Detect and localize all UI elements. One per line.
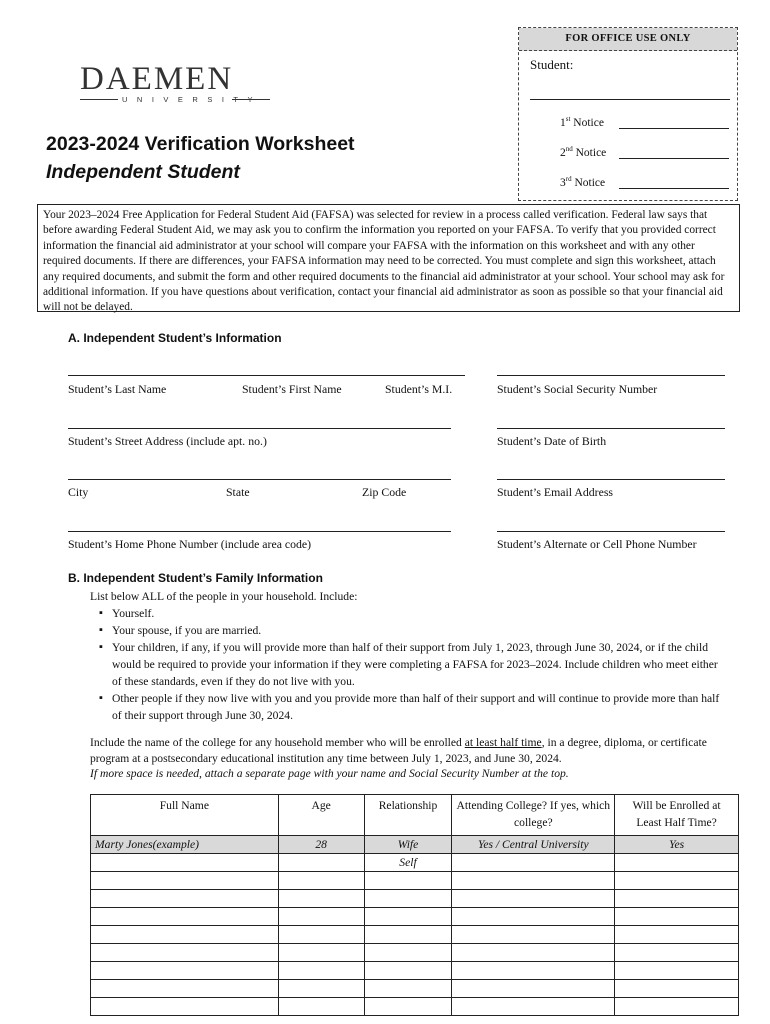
table-row	[91, 998, 739, 1016]
blank-college-cell[interactable]	[452, 962, 615, 980]
blank-name-cell[interactable]	[91, 926, 279, 944]
col-attending-college: Attending College? If yes, which college?	[452, 795, 615, 836]
home-phone-field[interactable]	[68, 531, 451, 532]
blank-relationship-cell[interactable]	[364, 926, 452, 944]
more-space-note: If more space is needed, attach a separate page with your name and Social Security Number at the top.	[90, 767, 569, 780]
example-age: 28	[278, 836, 364, 854]
blank-college-cell[interactable]	[452, 890, 615, 908]
street-address-field[interactable]	[68, 428, 451, 429]
daemen-logo: DAEMEN	[80, 61, 234, 97]
city-label: City	[68, 485, 89, 499]
blank-relationship-cell[interactable]	[364, 872, 452, 890]
section-b-heading: B. Independent Student’s Family Information	[68, 571, 323, 585]
bullet-item: ▪ Your spouse, if you are married.	[112, 622, 730, 639]
logo-rule-right	[232, 99, 270, 100]
table-row	[91, 872, 739, 890]
third-notice-field[interactable]	[619, 188, 729, 189]
household-table	[90, 794, 739, 1016]
page-subtitle: Independent Student	[46, 161, 240, 183]
office-use-header: FOR OFFICE USE ONLY	[519, 28, 737, 51]
col-half-time: Will be Enrolled at Least Half Time?	[615, 795, 739, 836]
email-label: Student’s Email Address	[497, 485, 613, 499]
blank-relationship-cell[interactable]	[364, 908, 452, 926]
table-row	[91, 980, 739, 998]
mi-label: Student’s M.I.	[385, 382, 453, 396]
state-label: State	[226, 485, 250, 499]
logo-rule-left	[80, 99, 118, 100]
office-use-box	[518, 27, 738, 201]
self-college-cell[interactable]	[452, 854, 615, 872]
blank-age-cell[interactable]	[278, 926, 364, 944]
bullet-item: ▪ Yourself.	[112, 605, 730, 622]
intro-paragraph: Your 2023–2024 Free Application for Federal Student Aid (FAFSA) was selected for review in a process called verification. Federal law says that before awarding Federal Student Aid, we may ask you to confirm the information you reported on your FAFSA. To verify that you provided correct information the financial aid administrator at your school will compare your FAFSA with the information on this worksheet and with any other required documents. If there are differences, your FAFSA information may need to be corrected. You must complete and sign this worksheet, attach any required documents, and submit the form and other required documents to the financial aid administrator at your school. Your school may ask for additional information. If you have questions about verification, contact your financial aid administrator as soon as possible so that your financial aid will not be delayed.	[37, 204, 740, 312]
blank-college-cell[interactable]	[452, 908, 615, 926]
third-notice: 3rd Notice	[560, 175, 606, 189]
dob-label: Student’s Date of Birth	[497, 434, 607, 448]
table-row	[91, 926, 739, 944]
page-title: 2023-2024 Verification Worksheet	[46, 133, 355, 155]
self-half-time-cell[interactable]	[615, 854, 739, 872]
list-intro: List below ALL of the people in your household. Include:	[90, 590, 358, 603]
first-notice-field[interactable]	[619, 128, 729, 129]
blank-age-cell[interactable]	[278, 908, 364, 926]
table-row	[91, 962, 739, 980]
street-address-label: Student’s Street Address (include apt. no.)	[68, 434, 267, 448]
home-phone-label: Student’s Home Phone Number (include area code)	[68, 537, 312, 551]
blank-college-cell[interactable]	[452, 872, 615, 890]
blank-half-time-cell[interactable]	[615, 998, 739, 1016]
ssn-label: Student’s Social Security Number	[497, 382, 658, 396]
col-age: Age	[278, 795, 364, 836]
blank-name-cell[interactable]	[91, 962, 279, 980]
blank-name-cell[interactable]	[91, 872, 279, 890]
blank-half-time-cell[interactable]	[615, 908, 739, 926]
blank-college-cell[interactable]	[452, 926, 615, 944]
college-note: Include the name of the college for any household member who will be enrolled at least half time, in a degree, diploma, or certificate program at a postsecondary educational institution any time between July 1, 2023, and June 30, 2024. If more space is needed, attach a separate page with your name and Social Security Number at the top.	[90, 736, 707, 780]
example-name: Marty Jones(example)	[91, 836, 279, 854]
last-name-label: Student’s Last Name	[68, 382, 167, 396]
second-notice-field[interactable]	[619, 158, 729, 159]
email-field[interactable]	[497, 479, 725, 480]
first-name-label: Student’s First Name	[242, 382, 342, 396]
bullet-item: ▪ Other people if they now live with you and you provide more than half of their support and will continue to provide more than half of their support through June 30, 2024.	[112, 690, 730, 724]
blank-name-cell[interactable]	[91, 980, 279, 998]
blank-half-time-cell[interactable]	[615, 944, 739, 962]
alt-phone-label: Student’s Alternate or Cell Phone Number	[497, 537, 697, 551]
alt-phone-field[interactable]	[497, 531, 725, 532]
table-row	[91, 908, 739, 926]
self-relationship-cell: Self	[364, 854, 452, 872]
section-a-heading: A. Independent Student’s Information	[68, 331, 282, 345]
blank-age-cell[interactable]	[278, 872, 364, 890]
blank-half-time-cell[interactable]	[615, 980, 739, 998]
example-college: Yes / Central University	[452, 836, 615, 854]
blank-college-cell[interactable]	[452, 944, 615, 962]
blank-half-time-cell[interactable]	[615, 926, 739, 944]
blank-half-time-cell[interactable]	[615, 962, 739, 980]
student-name-field[interactable]	[68, 375, 465, 376]
table-header-row	[91, 795, 739, 836]
blank-age-cell[interactable]	[278, 890, 364, 908]
blank-relationship-cell[interactable]	[364, 890, 452, 908]
office-student-label: Student:	[530, 57, 574, 72]
self-name-cell[interactable]	[91, 854, 279, 872]
blank-name-cell[interactable]	[91, 944, 279, 962]
zip-label: Zip Code	[362, 485, 407, 499]
example-half-time: Yes	[615, 836, 739, 854]
col-full-name: Full Name	[91, 795, 279, 836]
blank-college-cell[interactable]	[452, 980, 615, 998]
blank-half-time-cell[interactable]	[615, 890, 739, 908]
example-relationship: Wife	[364, 836, 452, 854]
logo-university: UNIVERSITY	[122, 95, 263, 104]
table-row	[91, 890, 739, 908]
blank-age-cell[interactable]	[278, 998, 364, 1016]
blank-college-cell[interactable]	[452, 998, 615, 1016]
first-notice: 1st Notice	[560, 115, 604, 129]
bullet-item: ▪ Your children, if any, if you will provide more than half of their support from July 1, 2023, through June 30, 2024, or if the child would be required to provide your information if they were completing a FAFSA for 2023–2024. Include children who meet either of these standards, even if they do not live with you.	[112, 639, 730, 690]
table-row	[91, 944, 739, 962]
blank-age-cell[interactable]	[278, 962, 364, 980]
blank-age-cell[interactable]	[278, 944, 364, 962]
blank-name-cell[interactable]	[91, 890, 279, 908]
example-row	[91, 836, 739, 854]
blank-relationship-cell[interactable]	[364, 962, 452, 980]
office-student-field[interactable]	[530, 99, 730, 100]
blank-name-cell[interactable]	[91, 908, 279, 926]
col-relationship: Relationship	[364, 795, 452, 836]
self-row	[91, 854, 739, 872]
second-notice: 2nd Notice	[560, 145, 607, 159]
dob-field[interactable]	[497, 428, 725, 429]
blank-name-cell[interactable]	[91, 998, 279, 1016]
blank-relationship-cell[interactable]	[364, 998, 452, 1016]
blank-half-time-cell[interactable]	[615, 872, 739, 890]
ssn-field[interactable]	[497, 375, 725, 376]
blank-relationship-cell[interactable]	[364, 980, 452, 998]
city-state-zip-field[interactable]	[68, 479, 451, 480]
blank-relationship-cell[interactable]	[364, 944, 452, 962]
self-age-cell[interactable]	[278, 854, 364, 872]
blank-age-cell[interactable]	[278, 980, 364, 998]
household-bullet-list	[90, 605, 730, 724]
household-instructions	[90, 588, 730, 724]
